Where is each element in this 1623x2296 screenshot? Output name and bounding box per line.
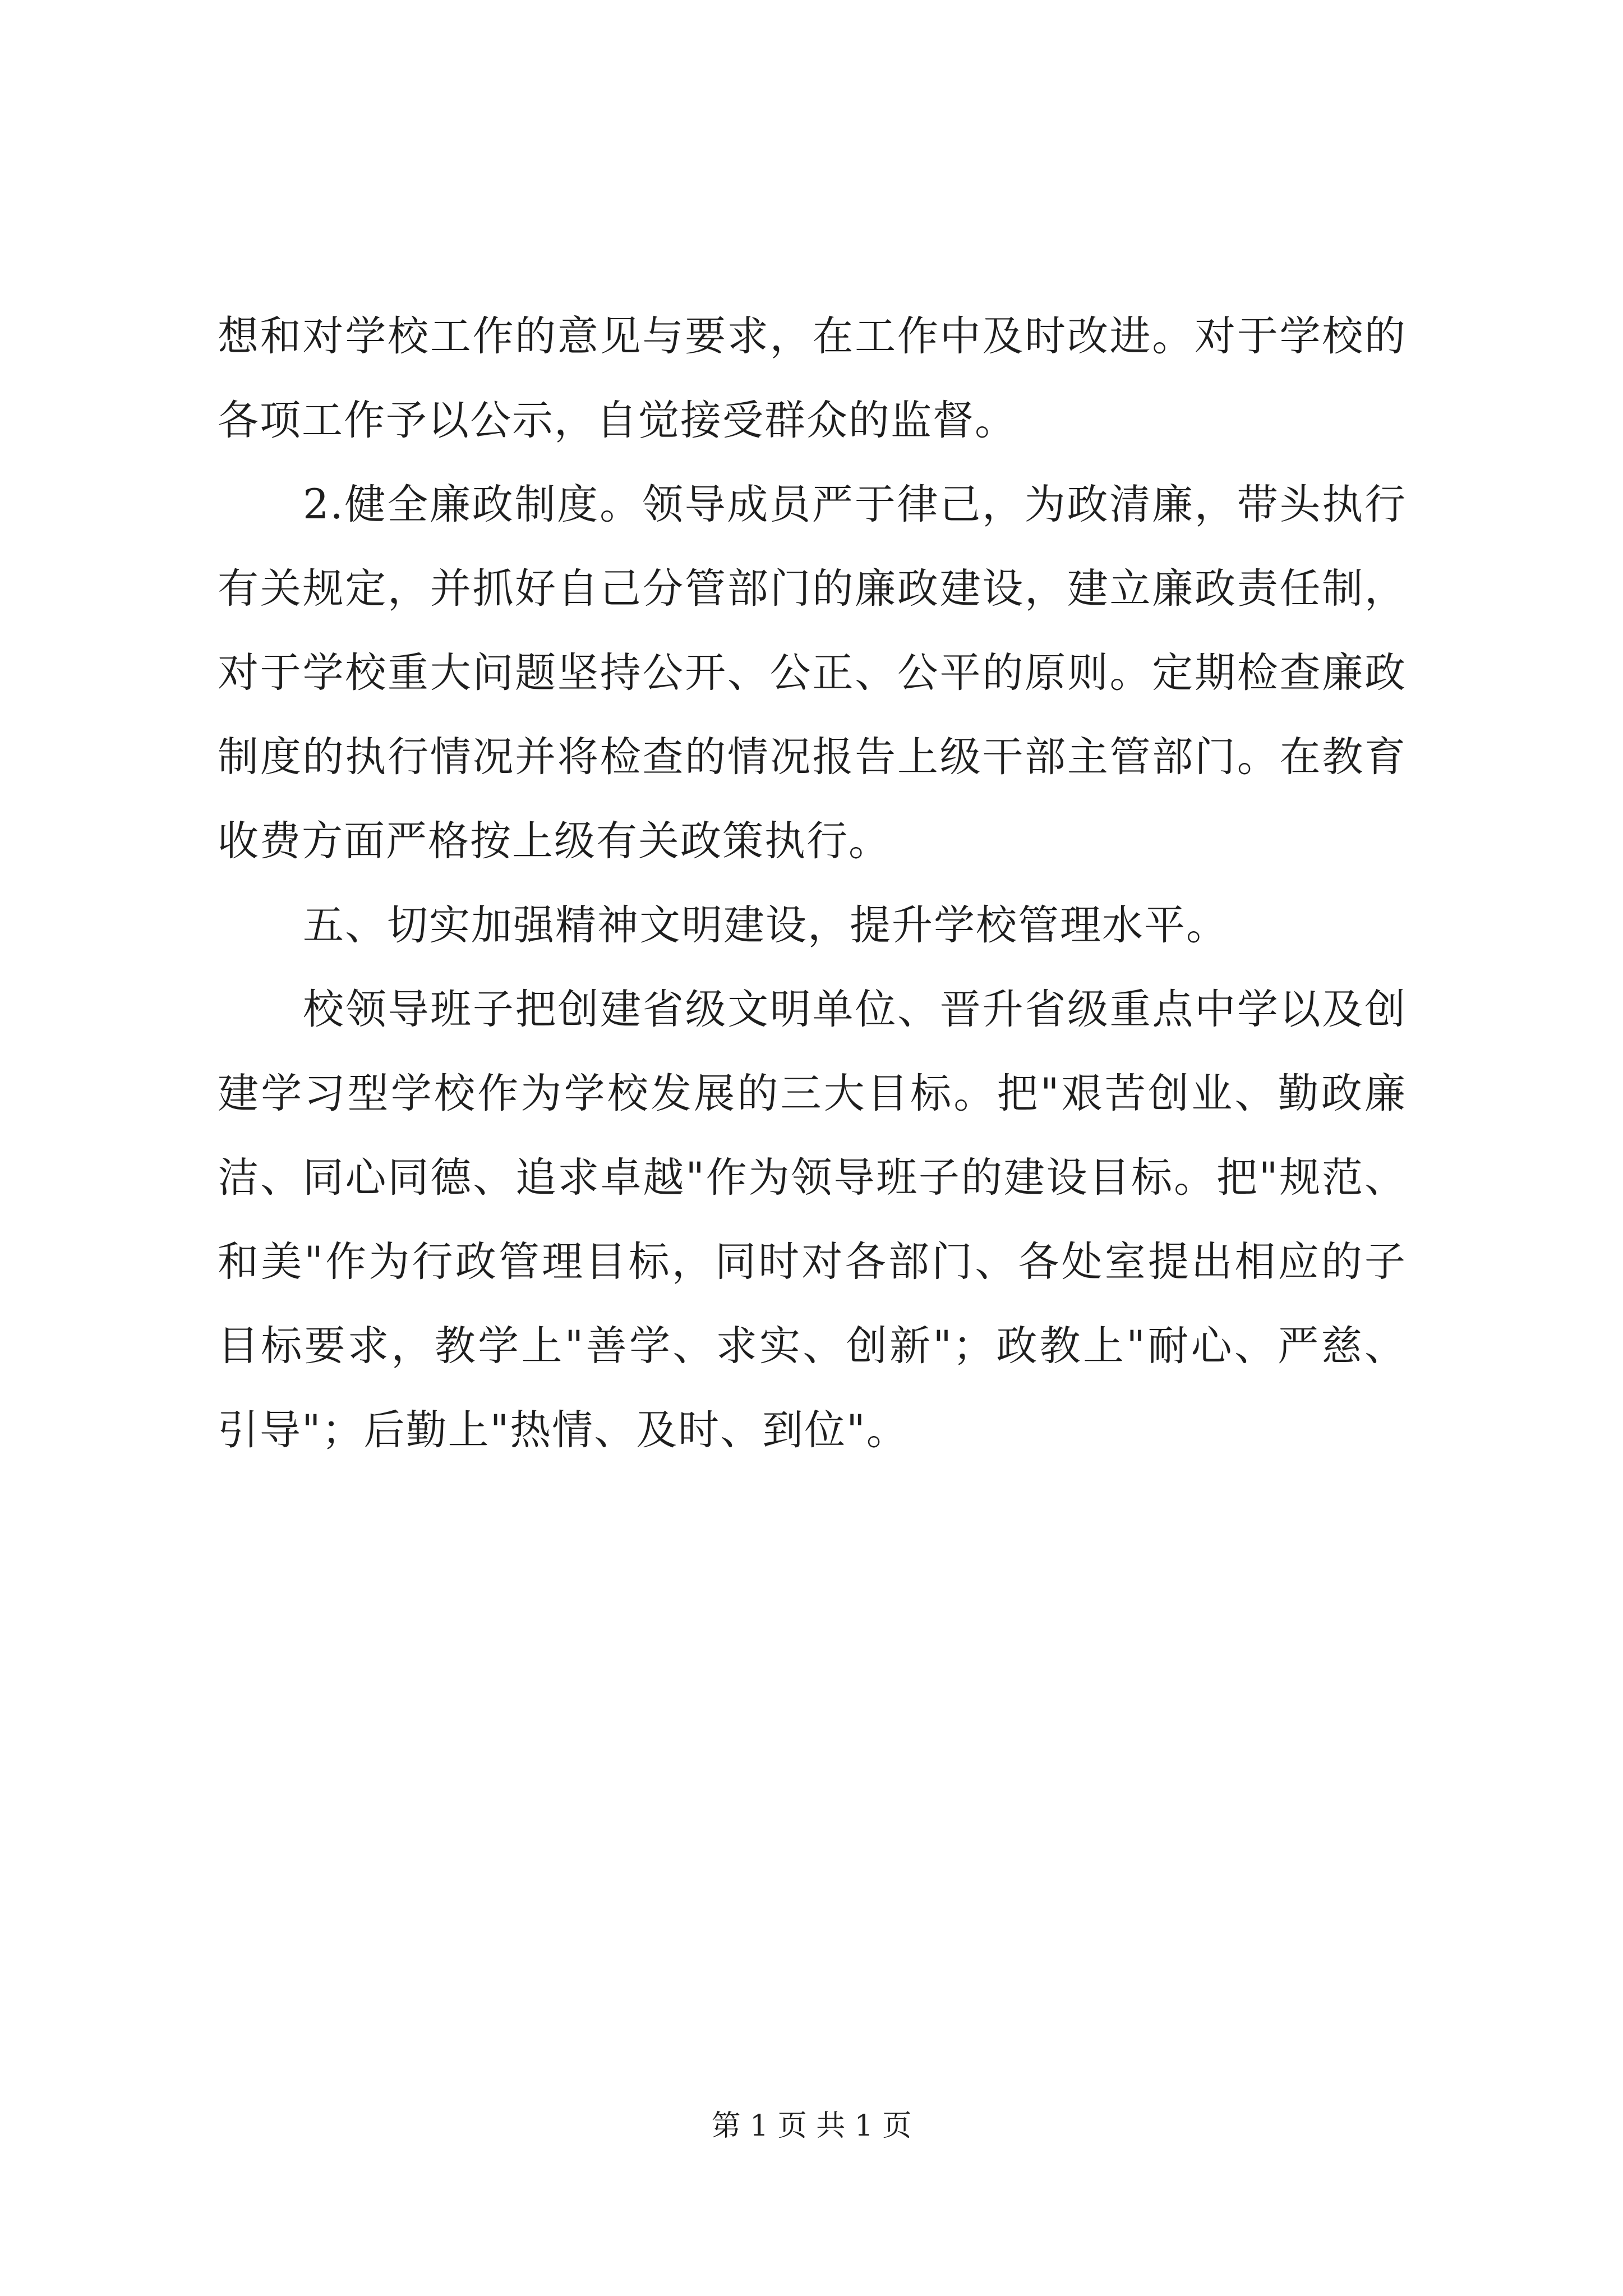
paragraph-continuation: 想和对学校工作的意见与要求，在工作中及时改进。对于学校的各项工作予以公示，自觉接受群众的监督。 [218, 312, 1407, 444]
paragraph-anti-corruption-system: 2.健全廉政制度。领导成员严于律己，为政清廉，带头执行有关规定，并抓好自己分管部门的廉政建设，建立廉政责任制，对于学校重大问题坚持公开、公正、公平的原则。定期检查廉政制度的执行情况并将检查的情况报告上级干部主管部门。在教育收费方面严格按上级有关政策执行。 [218, 481, 1407, 865]
paragraph-school-goals: 校领导班子把创建省级文明单位、晋升省级重点中学以及创建学习型学校作为学校发展的三大目标。把"艰苦创业、勤政廉洁、同心同德、追求卓越"作为领导班子的建设目标。把"规范、和美"作为行政管理目标，同时对各部门、各处室提出相应的子目标要求，教学上"善学、求实、创新"；政教上"耐心、严慈、引导"；后勤上"热情、及时、到位"。 [218, 986, 1407, 1454]
page-footer: 第 1 页 共 1 页 [711, 2109, 912, 2143]
document-body [218, 295, 1407, 1473]
section-heading-five: 五、切实加强精神文明建设，提升学校管理水平。 [303, 901, 1228, 949]
